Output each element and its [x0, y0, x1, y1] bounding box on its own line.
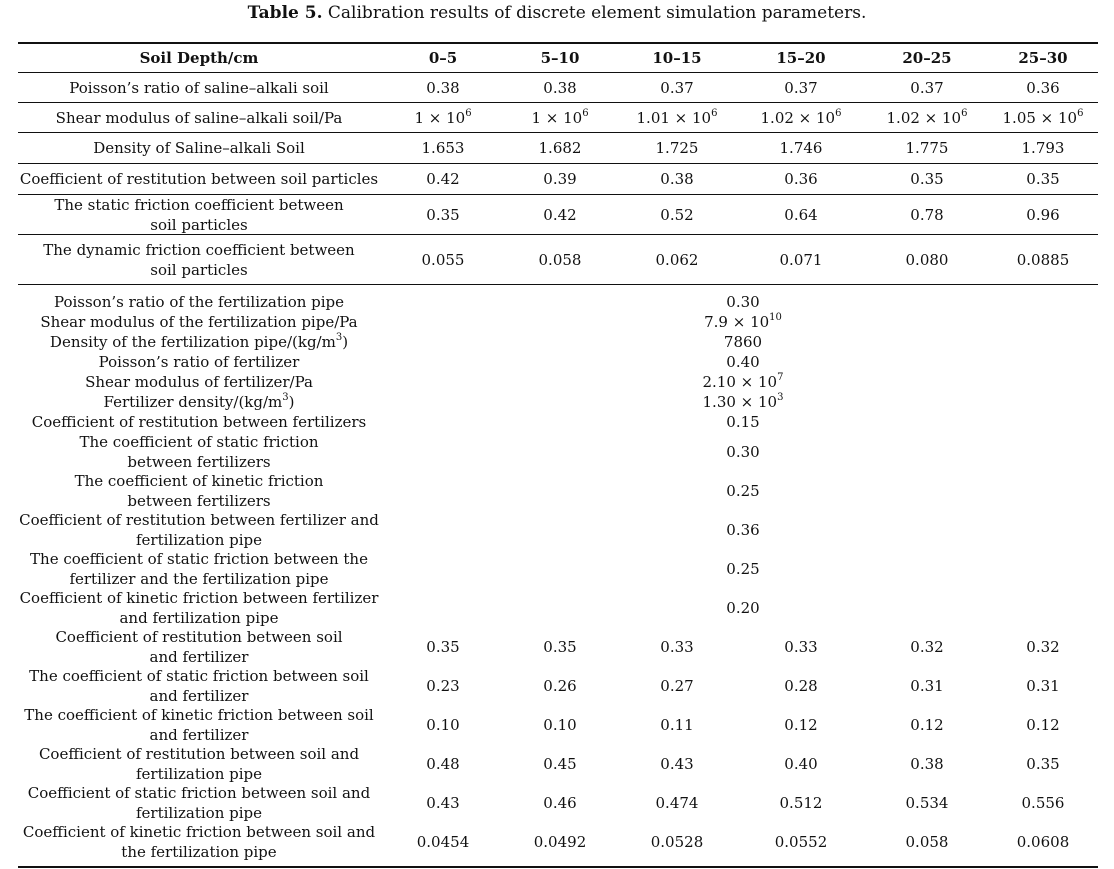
row-value: 1.682 — [538, 139, 582, 157]
row-value: 7860 — [723, 333, 763, 351]
row-value: 0.28 — [784, 676, 818, 695]
table-row — [0, 432, 1114, 471]
row-value: 0.0492 — [533, 832, 587, 851]
table-row — [0, 164, 1114, 194]
table-row — [0, 588, 1114, 627]
table-row — [0, 705, 1114, 744]
row-value: 0.30 — [726, 442, 760, 461]
row-value: 1.793 — [1021, 139, 1065, 157]
table-row — [0, 510, 1114, 549]
row-value: 0.0885 — [1016, 250, 1070, 269]
row-value: 0.38 — [426, 78, 460, 97]
table-caption-text: Calibration results of discrete element simulation parameters. — [322, 3, 867, 23]
row-value: 0.10 — [543, 715, 577, 734]
row-value: 1.746 — [779, 139, 823, 157]
row-label: Coefficient of kinetic friction between fertilizer and fertilization pipe — [19, 588, 379, 627]
table-row — [0, 352, 1114, 372]
row-value: 0.38 — [910, 754, 944, 773]
row-value: 0.43 — [426, 793, 460, 812]
row-value: 0.23 — [426, 676, 460, 695]
row-value: 0.055 — [421, 250, 465, 269]
row-value: 0.35 — [543, 637, 577, 656]
row-value: 0.40 — [726, 353, 760, 371]
row-value: 0.64 — [784, 205, 818, 224]
row-value: 0.062 — [655, 250, 699, 269]
row-value: 0.40 — [784, 754, 818, 773]
row-value: 0.39 — [543, 170, 577, 188]
row-value: 0.35 — [1026, 754, 1060, 773]
row-value: 0.0608 — [1016, 832, 1070, 851]
row-value: 0.26 — [543, 676, 577, 695]
row-label: The coefficient of static friction between fertilizers — [79, 432, 319, 471]
table-row — [0, 235, 1114, 284]
row-value: 0.30 — [726, 293, 760, 311]
row-label: Coefficient of restitution between soil and fertilizer — [55, 627, 343, 666]
table-row — [0, 292, 1114, 312]
row-value: $1 \times 10^6$ — [414, 107, 472, 127]
table-row — [0, 73, 1114, 102]
row-value: $1.02 \times 10^6$ — [760, 107, 842, 127]
row-value: 0.33 — [784, 637, 818, 656]
row-value: $2.10 \times 10^7$ — [702, 372, 784, 391]
row-value: $7.9 \times 10^{10}$ — [704, 312, 782, 331]
row-value: 0.12 — [784, 715, 818, 734]
table-row — [0, 471, 1114, 510]
row-label: Coefficient of restitution between fertilizers — [31, 413, 367, 431]
row-label: Coefficient of kinetic friction between soil and the fertilization pipe — [22, 822, 376, 861]
row-value: 0.058 — [538, 250, 582, 269]
row-label: The coefficient of kinetic friction between fertilizers — [74, 471, 324, 510]
table-row-rule — [18, 284, 1098, 285]
row-label: The dynamic friction coefficient between soil particles — [43, 240, 355, 279]
table-row — [0, 549, 1114, 588]
row-value: 0.25 — [726, 559, 760, 578]
header-depth-5: 20–25 — [902, 49, 952, 67]
row-label: Coefficient of restitution between fertilizer and fertilization pipe — [19, 510, 379, 549]
row-value: 0.512 — [779, 793, 823, 812]
row-label: Shear modulus of saline–alkali soil/Pa — [55, 108, 343, 127]
row-value: 0.25 — [726, 481, 760, 500]
row-value: 0.36 — [1026, 78, 1060, 97]
row-value: 0.31 — [910, 676, 944, 695]
row-value: 0.556 — [1021, 793, 1065, 812]
row-value: 0.38 — [543, 78, 577, 97]
row-value: 0.0454 — [416, 832, 470, 851]
row-value: 0.37 — [910, 78, 944, 97]
table-row — [0, 822, 1114, 861]
table-header-row — [0, 44, 1114, 72]
row-value: 0.38 — [660, 170, 694, 188]
row-value: 0.36 — [726, 520, 760, 539]
row-value: 0.35 — [910, 170, 944, 188]
table-row — [0, 332, 1114, 352]
row-value: 0.48 — [426, 754, 460, 773]
row-value: 0.0528 — [650, 832, 704, 851]
row-value: 0.11 — [660, 715, 694, 734]
row-label: Poisson’s ratio of the fertilization pipe — [53, 293, 345, 311]
row-value: 1.725 — [655, 139, 699, 157]
header-depth-3: 10–15 — [652, 49, 702, 67]
row-label: Coefficient of restitution between soil particles — [19, 170, 379, 188]
row-label: The static friction coefficient between soil particles — [54, 195, 344, 234]
table-row — [0, 412, 1114, 432]
table-row — [0, 666, 1114, 705]
row-label: The coefficient of kinetic friction between soil and fertilizer — [24, 705, 374, 744]
row-value: 0.32 — [1026, 637, 1060, 656]
row-value: 0.20 — [726, 598, 760, 617]
row-value: 0.058 — [905, 832, 949, 851]
row-value: 0.474 — [655, 793, 699, 812]
table-row — [0, 744, 1114, 783]
row-label: Shear modulus of fertilizer/Pa — [85, 373, 313, 391]
row-label: Density of Saline–alkali Soil — [93, 139, 305, 157]
row-value: 0.35 — [426, 637, 460, 656]
row-value: 0.46 — [543, 793, 577, 812]
row-value: 0.96 — [1026, 205, 1060, 224]
row-label: The coefficient of static friction between the fertilizer and the fertilization pipe — [30, 549, 368, 588]
row-label: Poisson’s ratio of fertilizer — [98, 353, 300, 371]
row-value: 0.52 — [660, 205, 694, 224]
row-value: 0.10 — [426, 715, 460, 734]
row-label: The coefficient of static friction between soil and fertilizer — [29, 666, 369, 705]
row-label: Poisson’s ratio of saline–alkali soil — [69, 78, 329, 97]
row-value: 0.12 — [910, 715, 944, 734]
row-value: 0.080 — [905, 250, 949, 269]
row-label: Density of the fertilization pipe/$(kg/m^3)$ — [49, 332, 349, 351]
row-value: 0.42 — [426, 170, 460, 188]
header-depth-1: 0–5 — [428, 49, 458, 67]
row-label: Shear modulus of the fertilization pipe/Pa — [40, 313, 358, 331]
row-value: 0.071 — [779, 250, 823, 269]
row-value: 0.27 — [660, 676, 694, 695]
row-value: 0.35 — [426, 205, 460, 224]
header-depth-4: 15–20 — [776, 49, 826, 67]
row-value: 0.36 — [784, 170, 818, 188]
table-row — [0, 627, 1114, 666]
header-label: Soil Depth/cm — [139, 49, 259, 67]
table-row — [0, 372, 1114, 392]
table-row — [0, 392, 1114, 412]
row-value: 0.37 — [660, 78, 694, 97]
row-value: 0.534 — [905, 793, 949, 812]
row-value: 0.42 — [543, 205, 577, 224]
table-caption — [0, 3, 1114, 23]
row-value: 0.0552 — [774, 832, 828, 851]
table-row — [0, 312, 1114, 332]
row-value: 0.45 — [543, 754, 577, 773]
row-label: Coefficient of restitution between soil and fertilization pipe — [38, 744, 360, 783]
row-value: $1 \times 10^6$ — [531, 107, 589, 127]
table-row — [0, 133, 1114, 163]
row-value: 0.12 — [1026, 715, 1060, 734]
row-value: 1.653 — [421, 139, 465, 157]
header-depth-2: 5–10 — [540, 49, 580, 67]
row-value: $1.01 \times 10^6$ — [636, 107, 718, 127]
header-depth-6: 25–30 — [1018, 49, 1068, 67]
row-value: 0.43 — [660, 754, 694, 773]
row-value: 0.35 — [1026, 170, 1060, 188]
row-value: 0.78 — [910, 205, 944, 224]
table-row — [0, 103, 1114, 132]
row-label: Fertilizer density/$(kg/m^3)$ — [103, 392, 295, 411]
row-value: 0.32 — [910, 637, 944, 656]
row-value: 0.31 — [1026, 676, 1060, 695]
row-value: 0.15 — [726, 413, 760, 431]
row-value: 0.37 — [784, 78, 818, 97]
table-row — [0, 195, 1114, 234]
table-row — [0, 783, 1114, 822]
row-value: 1.775 — [905, 139, 949, 157]
row-value: $1.30 \times 10^3$ — [702, 392, 784, 411]
table-bottom-rule — [18, 866, 1098, 868]
row-value: $1.05 \times 10^6$ — [1002, 107, 1084, 127]
row-label: Coefficient of static friction between soil and fertilization pipe — [27, 783, 371, 822]
row-value: $1.02 \times 10^6$ — [886, 107, 968, 127]
row-value: 0.33 — [660, 637, 694, 656]
table-caption-label: Table 5. — [247, 3, 323, 23]
